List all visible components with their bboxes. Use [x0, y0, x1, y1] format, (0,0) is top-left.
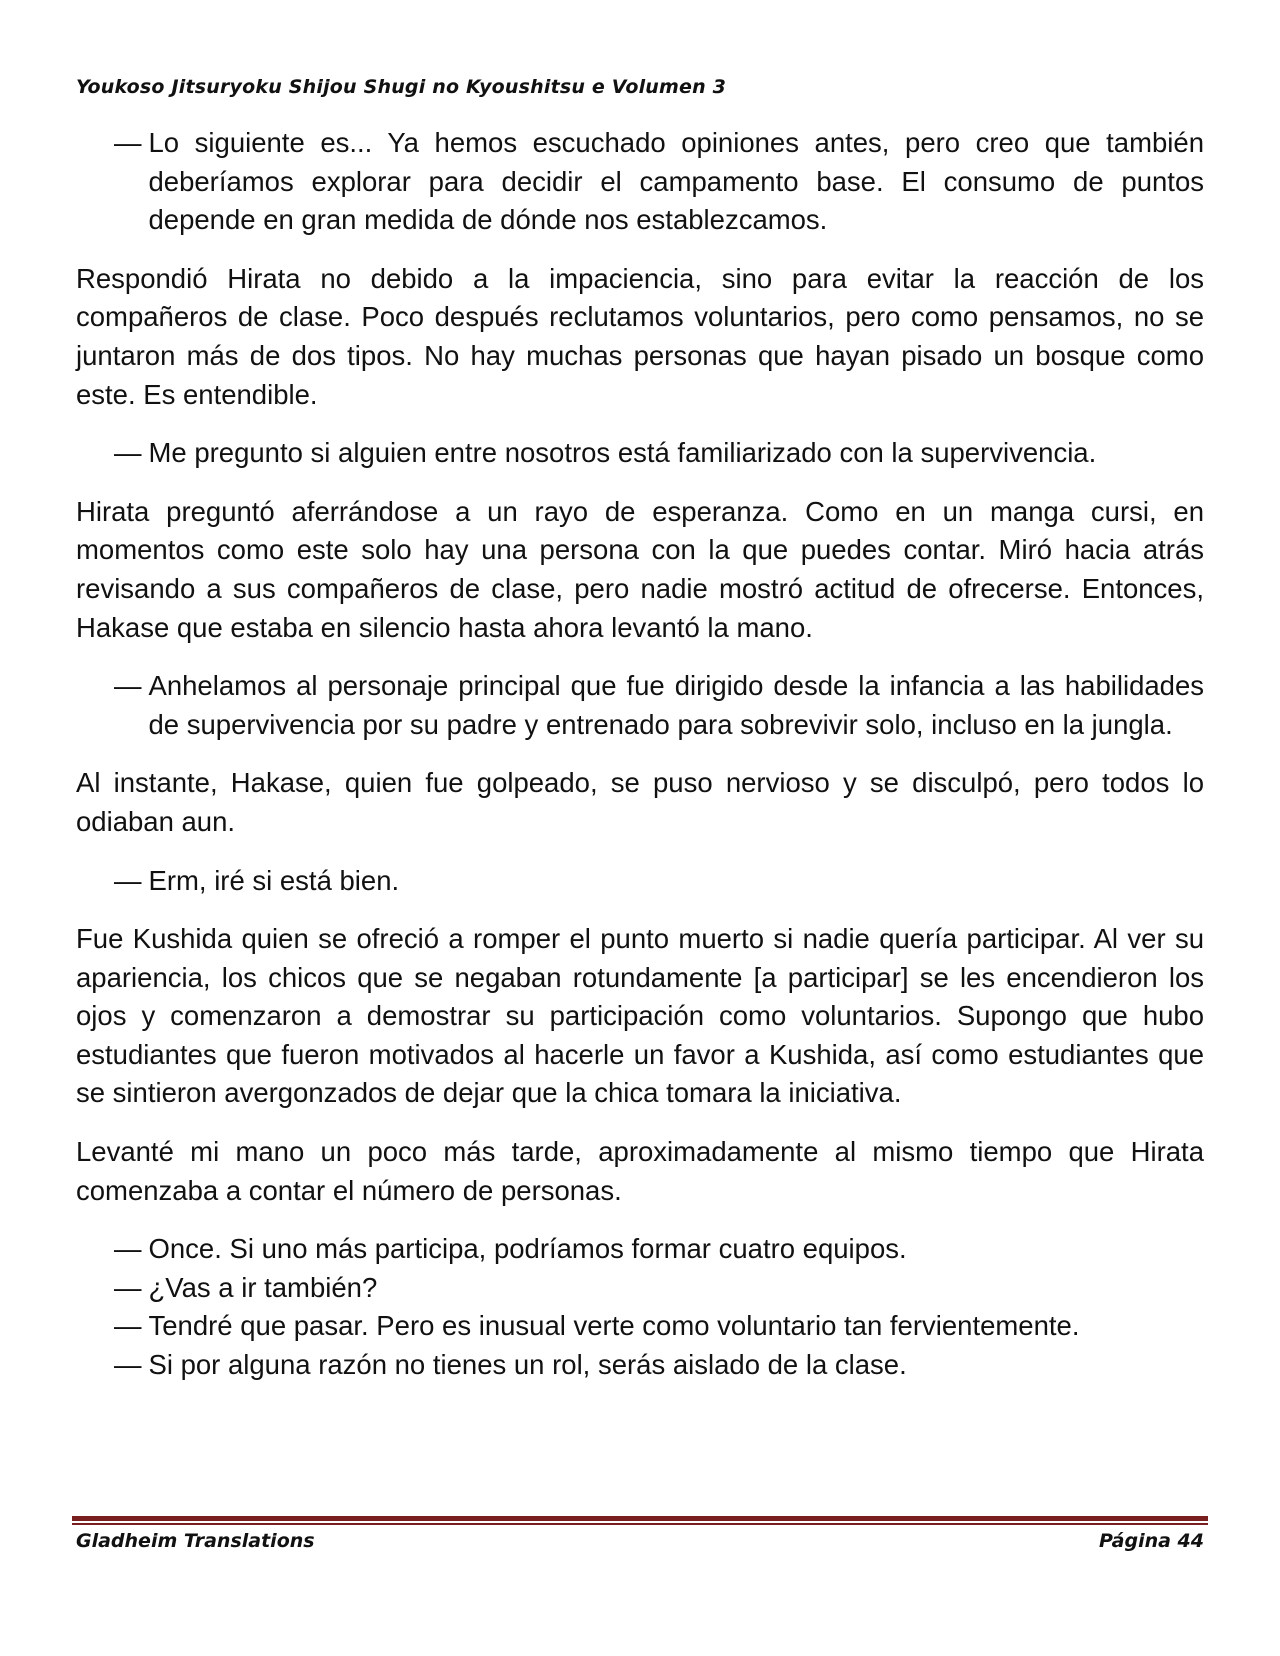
paragraph: Levanté mi mano un poco más tarde, aproximadamente al mismo tiempo que Hirata comenzaba a contar el número de personas.: [76, 1136, 1204, 1206]
dialogue-text: Erm, iré si está bien.: [148, 864, 400, 896]
dialogue-dash: —: [114, 1233, 142, 1265]
footer-credit: Gladheim Translations: [76, 1530, 315, 1552]
dialogue-text: Tendré que pasar. Pero es inusual verte como voluntario tan fervientemente.: [148, 1310, 1080, 1342]
footer-divider: [72, 1516, 1208, 1525]
footer-divider-thin: [72, 1523, 1208, 1525]
dialogue-line: [114, 434, 1204, 473]
page-header: Youkoso Jitsuryoku Shijou Shugi no Kyoushitsu e Volumen 3: [76, 76, 727, 98]
paragraph: Hirata preguntó aferrándose a un rayo de esperanza. Como en un manga cursi, en momentos como este solo hay una persona con la que puedes contar. Miró hacia atrás revisando a sus compañeros de clase, pero nadie mostró actitud de ofrecerse. Entonces, Hakase que estaba en silencio hasta ahora levantó la mano.: [76, 495, 1204, 643]
dialogue-line: [114, 1346, 1204, 1385]
paragraph: Fue Kushida quien se ofreció a romper el punto muerto si nadie quería participar. Al ver su apariencia, los chicos que se negaban rotundamente [a participar] se les encendieron los ojos y comenzaron a demostrar su participación como voluntarios. Supongo que hubo estudiantes que fueron motivados al hacerle un favor a Kushida, así como estudiantes que se sintieron avergonzados de dejar que la chica tomara la iniciativa.: [76, 923, 1204, 1109]
page-body: [76, 124, 1204, 1385]
paragraph: Respondió Hirata no debido a la impaciencia, sino para evitar la reacción de los compañeros de clase. Poco después reclutamos voluntarios, pero como pensamos, no se juntaron más de dos tipos. No hay muchas personas que hayan pisado un bosque como este. Es entendible.: [76, 262, 1204, 410]
dialogue-text: Me pregunto si alguien entre nosotros está familiarizado con la supervivencia.: [148, 437, 1097, 469]
paragraph: Al instante, Hakase, quien fue golpeado, se puso nervioso y se disculpó, pero todos lo odiaban aun.: [76, 767, 1204, 837]
dialogue-dash: —: [114, 670, 142, 702]
dialogue-dash: —: [114, 864, 142, 896]
dialogue-line: [114, 1269, 1204, 1308]
dialogue-dash: —: [114, 127, 142, 158]
dialogue-line: [114, 862, 1204, 901]
dialogue-text: Anhelamos al personaje principal que fue dirigido desde la infancia a las habilidades de supervivencia por su padre y entrenado para sobrevivir solo, incluso en la jungla.: [148, 670, 1204, 740]
dialogue-line: [114, 667, 1204, 744]
dialogue-text: ¿Vas a ir también?: [148, 1271, 378, 1303]
dialogue-text: Si por alguna razón no tienes un rol, serás aislado de la clase.: [148, 1349, 907, 1381]
dialogue-dash: —: [114, 1349, 142, 1381]
page-number: Página 44: [1098, 1530, 1204, 1552]
dialogue-line: [114, 1307, 1204, 1346]
dialogue-dash: —: [114, 437, 142, 469]
dialogue-text: Once. Si uno más participa, podríamos formar cuatro equipos.: [148, 1233, 907, 1265]
dialogue-text: Lo siguiente es... Ya hemos escuchado opiniones antes, pero creo que también deberíamos explorar para decidir el campamento base. El consumo de puntos depende en gran medida de dónde nos establezcamos.: [148, 127, 1204, 236]
dialogue-dash: —: [114, 1271, 142, 1303]
dialogue-dash: —: [114, 1310, 142, 1342]
dialogue-line: [114, 1230, 1204, 1269]
dialogue-line: [114, 124, 1204, 240]
